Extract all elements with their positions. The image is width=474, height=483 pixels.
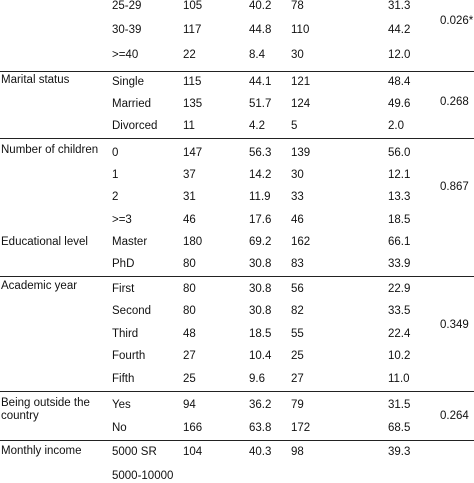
row-divider	[0, 138, 474, 139]
count-group2-cell: 121	[291, 76, 311, 88]
percent-group1-cell: 14.2	[249, 169, 272, 181]
category-cell: 0	[112, 147, 119, 159]
count-group1-cell: 166	[183, 422, 203, 434]
count-group1-cell: 105	[183, 0, 203, 12]
percent-group1-cell: 44.8	[249, 24, 272, 36]
count-group1-cell: 48	[183, 328, 196, 340]
category-cell: Divorced	[112, 120, 158, 132]
count-group2-cell: 162	[291, 236, 311, 248]
category-cell: 30-39	[112, 24, 142, 36]
percent-group1-cell: 4.2	[249, 120, 265, 132]
percent-group2-cell: 33.9	[388, 258, 411, 270]
percent-group1-cell: 69.2	[249, 236, 272, 248]
count-group2-cell: 46	[291, 214, 304, 226]
percent-group2-cell: 33.5	[388, 305, 411, 317]
percent-group2-cell: 10.2	[388, 350, 411, 362]
count-group1-cell: 135	[183, 98, 203, 110]
percent-group2-cell: 31.5	[388, 399, 411, 411]
count-group1-cell: 27	[183, 350, 196, 362]
count-group1-cell: 37	[183, 169, 196, 181]
category-cell: 1	[112, 169, 119, 181]
count-group2-cell: 83	[291, 258, 304, 270]
category-cell: Third	[112, 328, 139, 340]
percent-group2-cell: 13.3	[388, 191, 411, 203]
percent-group2-cell: 22.4	[388, 328, 411, 340]
count-group2-cell: 56	[291, 283, 304, 295]
percent-group1-cell: 63.8	[249, 422, 272, 434]
percent-group1-cell: 18.5	[249, 328, 272, 340]
category-cell: Fourth	[112, 350, 146, 362]
count-group2-cell: 78	[291, 0, 304, 12]
count-group1-cell: 31	[183, 191, 196, 203]
count-group2-cell: 30	[291, 169, 304, 181]
count-group2-cell: 98	[291, 446, 304, 458]
count-group1-cell: 80	[183, 305, 196, 317]
category-cell: Married	[112, 98, 151, 110]
p-value-cell: 0.026*	[440, 15, 474, 27]
percent-group2-cell: 12.1	[388, 169, 411, 181]
percent-group2-cell: 31.3	[388, 0, 411, 12]
percent-group1-cell: 11.9	[249, 191, 271, 203]
count-group2-cell: 25	[291, 350, 304, 362]
percent-group2-cell: 39.3	[388, 446, 411, 458]
category-cell: 5000-10000	[112, 470, 174, 482]
count-group2-cell: 82	[291, 305, 304, 317]
count-group1-cell: 104	[183, 446, 203, 458]
row-divider	[0, 440, 474, 441]
count-group2-cell: 33	[291, 191, 304, 203]
category-cell: 2	[112, 191, 119, 203]
count-group2-cell: 79	[291, 399, 304, 411]
percent-group2-cell: 11.0	[388, 373, 410, 385]
percent-group2-cell: 66.1	[388, 236, 411, 248]
count-group2-cell: 139	[291, 147, 311, 159]
count-group1-cell: 94	[183, 399, 196, 411]
percent-group2-cell: 68.5	[388, 422, 411, 434]
group-label: Educational level	[1, 236, 88, 248]
p-value-cell: 0.268	[440, 96, 469, 108]
percent-group1-cell: 44.1	[249, 76, 272, 88]
percent-group1-cell: 40.3	[249, 446, 272, 458]
group-label: Number of children	[1, 144, 99, 156]
count-group2-cell: 5	[291, 120, 298, 132]
percent-group1-cell: 30.8	[249, 283, 272, 295]
percent-group1-cell: 36.2	[249, 399, 272, 411]
category-cell: First	[112, 283, 135, 295]
count-group2-cell: 110	[291, 24, 310, 36]
p-value-cell: 0.867	[440, 181, 469, 193]
percent-group2-cell: 18.5	[388, 214, 411, 226]
count-group1-cell: 117	[183, 24, 202, 36]
count-group1-cell: 25	[183, 373, 196, 385]
category-cell: Yes	[112, 399, 131, 411]
category-cell: >=3	[112, 214, 132, 226]
count-group1-cell: 115	[183, 76, 202, 88]
row-divider	[0, 276, 474, 277]
percent-group1-cell: 30.8	[249, 258, 272, 270]
count-group1-cell: 22	[183, 49, 196, 61]
p-value-cell: 0.349	[440, 319, 469, 331]
percent-group1-cell: 56.3	[249, 147, 272, 159]
count-group2-cell: 124	[291, 98, 311, 110]
category-cell: >=40	[112, 49, 139, 61]
percent-group2-cell: 48.4	[388, 76, 411, 88]
percent-group1-cell: 40.2	[249, 0, 272, 12]
count-group2-cell: 55	[291, 328, 304, 340]
count-group1-cell: 147	[183, 147, 203, 159]
row-divider	[0, 391, 474, 392]
p-value-cell: 0.264	[440, 410, 469, 422]
count-group2-cell: 172	[291, 422, 311, 434]
percent-group2-cell: 49.6	[388, 98, 411, 110]
count-group1-cell: 46	[183, 214, 196, 226]
percent-group2-cell: 56.0	[388, 147, 411, 159]
percent-group1-cell: 10.4	[249, 350, 272, 362]
category-cell: Second	[112, 305, 152, 317]
count-group2-cell: 27	[291, 373, 304, 385]
group-label: Marital status	[1, 74, 70, 86]
group-label: Academic year	[1, 280, 78, 292]
count-group2-cell: 30	[291, 49, 304, 61]
row-divider	[0, 71, 474, 72]
category-cell: PhD	[112, 258, 135, 270]
category-cell: 25-29	[112, 0, 142, 12]
category-cell: Single	[112, 76, 144, 88]
percent-group2-cell: 12.0	[388, 49, 411, 61]
count-group1-cell: 80	[183, 283, 196, 295]
percent-group1-cell: 9.6	[249, 373, 265, 385]
category-cell: No	[112, 422, 127, 434]
count-group1-cell: 180	[183, 236, 203, 248]
category-cell: 5000 SR	[112, 446, 157, 458]
percent-group1-cell: 51.7	[249, 98, 272, 110]
percent-group2-cell: 2.0	[388, 120, 404, 132]
group-label: Monthly income	[1, 445, 82, 457]
percent-group2-cell: 44.2	[388, 24, 411, 36]
count-group1-cell: 11	[183, 120, 195, 132]
category-cell: Master	[112, 236, 148, 248]
count-group1-cell: 80	[183, 258, 196, 270]
category-cell: Fifth	[112, 373, 135, 385]
percent-group1-cell: 8.4	[249, 49, 265, 61]
percent-group2-cell: 22.9	[388, 283, 411, 295]
percent-group1-cell: 17.6	[249, 214, 272, 226]
percent-group1-cell: 30.8	[249, 305, 272, 317]
group-label: Being outside the country	[1, 397, 90, 422]
